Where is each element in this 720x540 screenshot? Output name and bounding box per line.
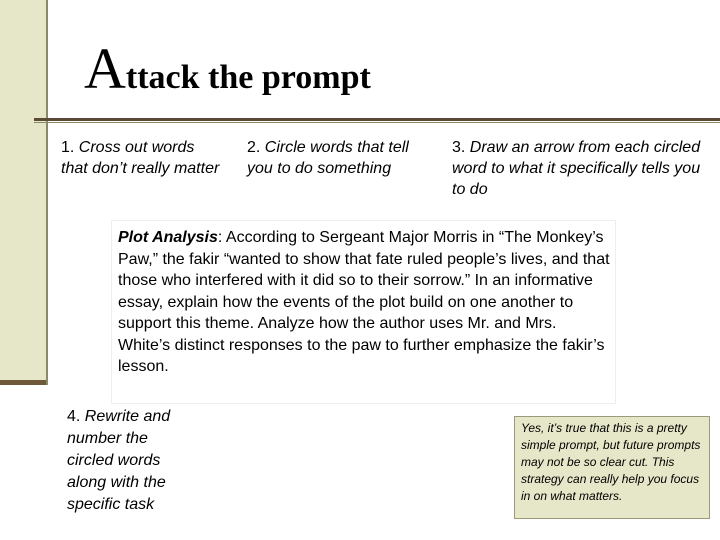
left-rule [46,0,48,385]
prompt-text [118,227,613,378]
strategy-note: Yes, it’s true that this is a pretty simple prompt, but future prompts may not be so clear cut. This strategy can really help you focus in on what matters. [514,416,710,519]
step-1-text: Cross out words that don’t really matter [61,139,220,177]
step-4 [67,406,187,516]
step-3-number: 3. [452,139,466,156]
step-1 [61,137,221,179]
step-3-text: Draw an arrow from each circled word to what it specifically tells you to do [452,139,701,198]
prompt-body: : According to Sergeant Major Morris in “The Monkey’s Paw,” the fakir “wanted to show that fate ruled people’s lives, and that those who interfered with it did so to their sorrow.” In an informative essay, explain how the events of the plot build on one another to support this theme. Analyze how the author uses Mr. and Mrs. White’s distinct responses to the paw to further emphasize the fakir’s lesson. [118,229,610,375]
title-divider-thin [34,122,720,123]
prompt-lead: Plot Analysis [118,229,218,246]
title-rest: ttack the prompt [125,59,371,96]
step-2-number: 2. [247,139,261,156]
step-1-number: 1. [61,139,75,156]
slide-title [84,36,371,101]
step-3 [452,137,702,200]
title-initial: A [84,36,126,101]
left-decorative-band [0,0,46,383]
step-2-text: Circle words that tell you to do something [247,139,409,177]
title-divider [34,118,720,121]
step-4-text: Rewrite and number the circled words along with the specific task [67,408,171,513]
step-4-number: 4. [67,408,81,425]
step-2 [247,137,422,179]
left-band-accent [0,380,46,385]
